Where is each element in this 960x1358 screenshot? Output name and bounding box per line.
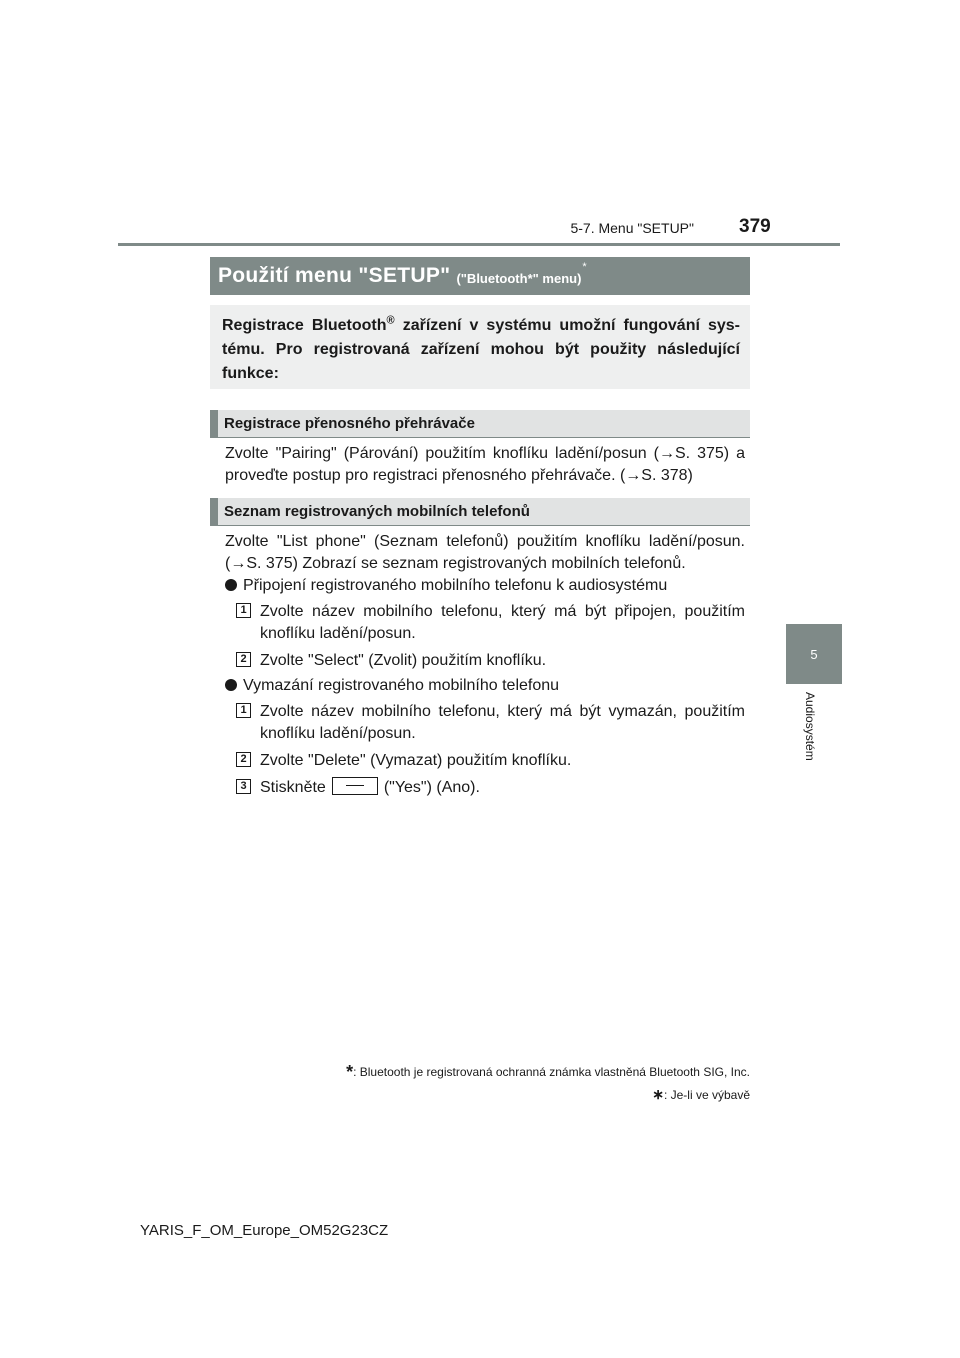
footnote-trademark-text: : Bluetooth je registrovaná ochranná známka vlastněná Bluetooth SIG, Inc. <box>353 1065 750 1079</box>
chapter-tab <box>786 624 842 684</box>
page-number: 379 <box>739 216 771 237</box>
chapter-tab-number: 5 <box>810 646 818 662</box>
step-number-badge: 2 <box>236 752 251 767</box>
step-number-badge: 3 <box>236 779 251 794</box>
subheading-portable-player: Registrace přenosného přehrávače <box>210 410 750 437</box>
step-text <box>260 777 745 799</box>
section-subtitle: ("Bluetooth*" menu) <box>456 270 582 286</box>
footnote-trademark <box>346 1062 750 1083</box>
step-number-badge: 2 <box>236 652 251 667</box>
footnote-equipment <box>652 1086 750 1103</box>
intro-box <box>210 305 750 389</box>
step-number-badge: 1 <box>236 603 251 618</box>
section-title-bar <box>210 257 750 295</box>
bullet-delete-phone <box>225 675 559 697</box>
running-header-section: 5-7. Menu "SETUP" <box>570 220 694 236</box>
bullet-delete-phone-text: Vymazání registrovaného mobilního telefonu <box>243 677 560 694</box>
step-text: Zvolte "Delete" (Vymazat) použitím knoflíku. <box>260 752 572 769</box>
chapter-tab-label: Audiosystém <box>803 692 817 761</box>
section-title-footnote-mark: * <box>582 261 587 273</box>
registered-mark: ® <box>386 314 395 327</box>
bullet-connect-phone <box>225 575 667 597</box>
bullet-icon <box>225 579 237 591</box>
step-text-before-button: Stiskněte <box>260 779 326 796</box>
footnote-asterisk-icon: * <box>346 1062 354 1082</box>
footnote-equipment-text: : Je-li ve výbavě <box>663 1088 750 1102</box>
intro-text-rest: zařízení v systému umožní fungování sys-tému. Pro registrovaná zařízení mohou být použity následující funkce: <box>222 317 740 382</box>
document-code: YARIS_F_OM_Europe_OM52G23CZ <box>140 1222 389 1239</box>
subheading-registered-phones: Seznam registrovaných mobilních telefonů <box>210 498 750 525</box>
step-number-badge: 1 <box>236 703 251 718</box>
step-text: Zvolte "Select" (Zvolit) použitím knoflíku. <box>260 652 547 669</box>
step-text: Zvolte název mobilního telefonu, který má být připojen, použitím knoflíku ladění/posun. <box>260 603 745 642</box>
bullet-icon <box>225 679 237 691</box>
section-title: Použití menu "SETUP" <box>218 264 451 287</box>
list-phone-instructions: Zvolte "List phone" (Seznam telefonů) použitím knoflíku ladění/posun. (→S. 375) Zobrazí se seznam registrovaných mobilních telefonů. <box>225 533 745 572</box>
bullet-connect-phone-text: Připojení registrovaného mobilního telefonu k audiosystému <box>243 577 668 594</box>
yes-button-icon <box>332 777 378 795</box>
step-text-after-button: ("Yes") (Ano). <box>383 779 480 796</box>
footnote-star-icon: ∗ <box>652 1086 664 1102</box>
portable-player-instructions: Zvolte "Pairing" (Párování) použitím knoflíku ladění/posun (→S. 375) a proveďte postup pro registraci přenosného přehrávače. (→S. 378) <box>225 445 745 484</box>
intro-text-start: Registrace Bluetooth <box>222 317 387 334</box>
step-text: Zvolte název mobilního telefonu, který má být vymazán, použitím knoflíku ladění/posun. <box>260 703 745 742</box>
header-rule <box>118 243 840 246</box>
